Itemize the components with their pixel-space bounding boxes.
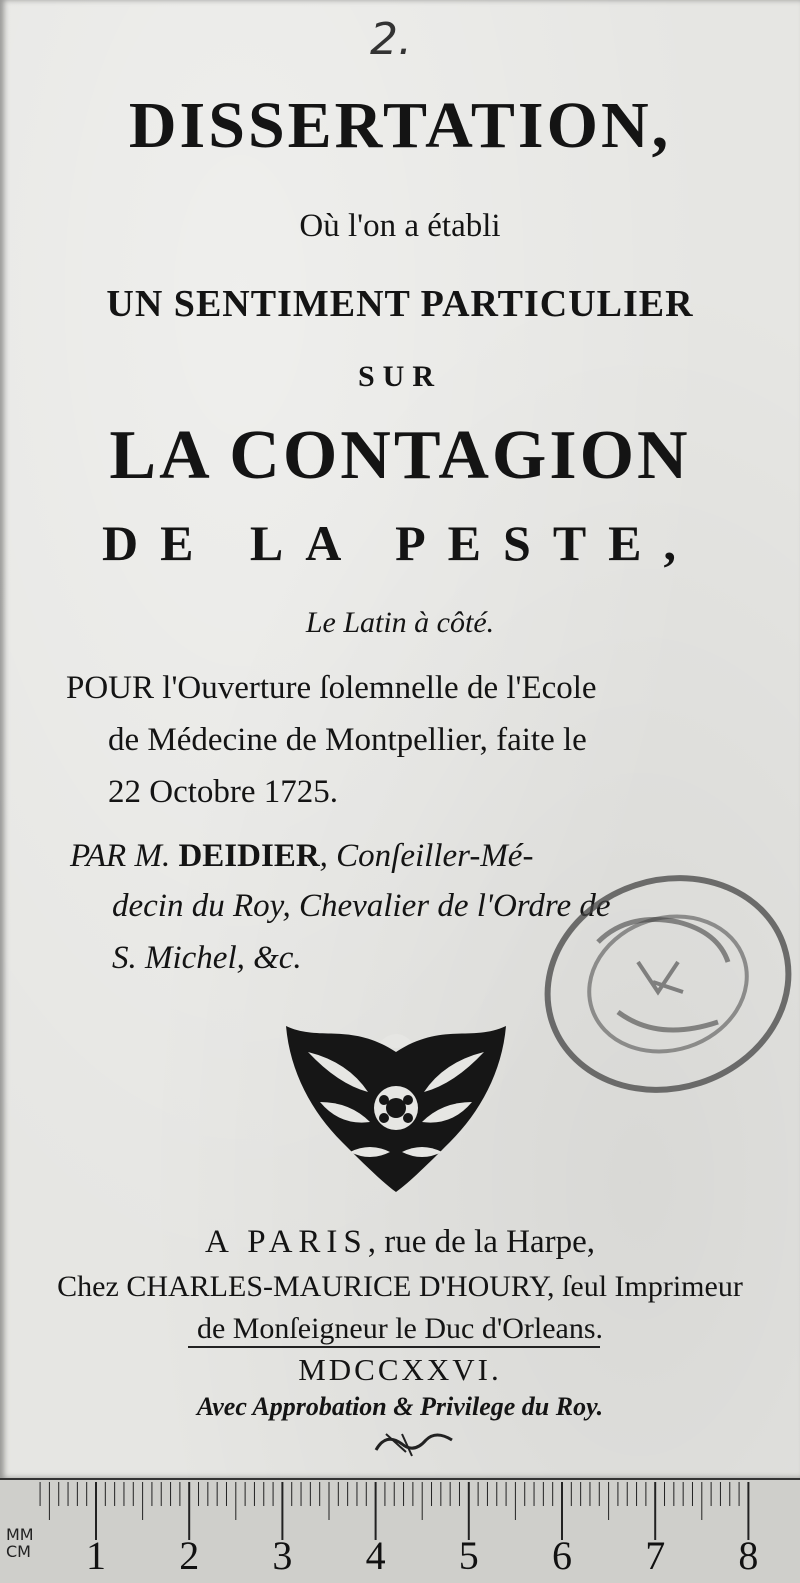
- author-title: , Conſeiller-Mé-: [319, 838, 534, 874]
- author-name: DEIDIER: [178, 838, 320, 874]
- ruler-number: 1: [86, 1533, 106, 1578]
- purpose-line-2: de Médecine de Montpellier, faite le: [108, 722, 587, 758]
- ruler-number: 2: [179, 1533, 200, 1578]
- latin-note: Le Latin à côté.: [305, 606, 495, 639]
- ruler-number: 3: [272, 1533, 293, 1578]
- subtitle-sentiment: UN SENTIMENT PARTICULIER: [106, 283, 694, 325]
- imprint-patron: de Monſeigneur le Duc d'Orleans.: [196, 1312, 604, 1345]
- title: DISSERTATION,: [128, 89, 672, 162]
- scale-ruler: [0, 1478, 800, 1583]
- shelf-mark: 2.: [370, 14, 412, 65]
- author-line-3: S. Michel, &c.: [112, 940, 302, 976]
- author-prefix: PAR M.: [70, 838, 179, 874]
- imprint-privilege: Avec Approbation & Privilege du Roy.: [196, 1392, 604, 1421]
- ruler-number: 7: [645, 1533, 666, 1578]
- subtitle-sur: SUR: [357, 360, 442, 393]
- imprint-city: A PARIS: [205, 1224, 368, 1260]
- author-line-1: [70, 838, 533, 875]
- author-line-2: decin du Roy, Chevalier de l'Ordre de: [112, 888, 611, 924]
- ruler-number: 8: [738, 1533, 759, 1578]
- divider: [188, 1346, 600, 1348]
- imprint-street: , rue de la Harpe,: [367, 1224, 595, 1260]
- imprint-year: MDCCXXVI.: [298, 1352, 502, 1387]
- ruler-number: 5: [458, 1533, 479, 1578]
- subtitle-line: Où l'on a établi: [299, 208, 501, 244]
- purpose-line-3: 22 Octobre 1725.: [108, 774, 339, 810]
- subtitle-peste: DE LA PESTE,: [101, 515, 699, 571]
- ruler-unit-text: MM CM: [6, 1525, 34, 1561]
- ruler-unit-label: [6, 1526, 34, 1560]
- flourish-icon: [372, 1426, 456, 1460]
- purpose-line-1: POUR l'Ouverture ſolemnelle de l'Ecole: [66, 670, 597, 706]
- imprint-printer: Chez CHARLES-MAURICE D'HOURY, ſeul Imprimeur: [57, 1270, 743, 1303]
- subtitle-contagion: LA CONTAGION: [109, 417, 691, 494]
- floral-ornament-icon: [280, 1012, 512, 1196]
- imprint-city-line: [0, 1224, 800, 1261]
- ruler-number: 6: [552, 1533, 572, 1578]
- library-stamp-icon: [528, 862, 798, 1112]
- ruler-number: 4: [365, 1533, 386, 1578]
- ruler-ticks: [0, 1480, 800, 1583]
